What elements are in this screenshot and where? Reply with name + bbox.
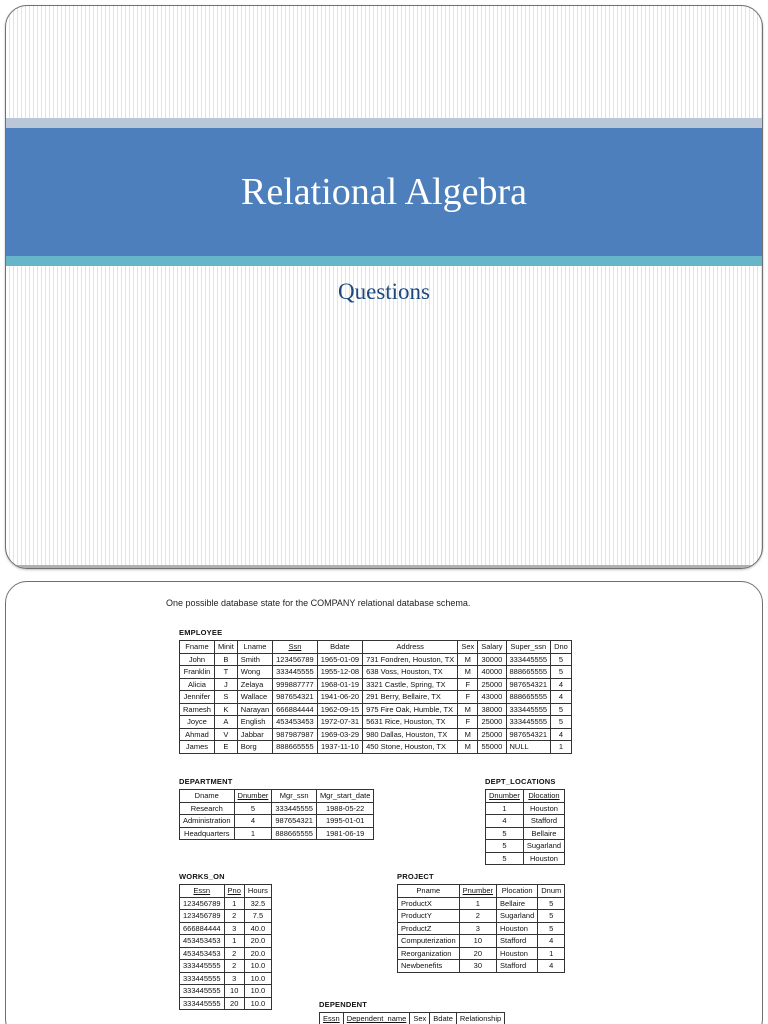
project-table	[397, 884, 565, 973]
table-cell: 333445555	[180, 985, 225, 998]
table-cell: 1	[224, 935, 244, 948]
table-row	[180, 960, 272, 973]
table-cell: 4	[551, 728, 572, 741]
table-cell: T	[214, 666, 237, 679]
column-header: Dnum	[538, 885, 565, 898]
dependent-table	[319, 1012, 505, 1024]
table-cell: 38000	[478, 703, 506, 716]
table-cell: 1941-06-20	[317, 691, 362, 704]
table-cell: 731 Fondren, Houston, TX	[363, 653, 458, 666]
table-cell: 333445555	[506, 716, 551, 729]
table-cell: K	[214, 703, 237, 716]
table-cell: 20	[459, 947, 496, 960]
column-header: Hours	[244, 885, 271, 898]
column-header: Super_ssn	[506, 641, 551, 654]
table-cell: Franklin	[180, 666, 215, 679]
table-cell: 3	[224, 972, 244, 985]
table-cell: Headquarters	[180, 827, 235, 840]
table-row	[486, 815, 565, 828]
table-cell: 888665555	[272, 827, 317, 840]
table-cell: 5	[486, 852, 524, 865]
table-cell: 123456789	[180, 897, 225, 910]
column-header: Minit	[214, 641, 237, 654]
table-cell: 987654321	[506, 678, 551, 691]
table-cell: M	[458, 653, 478, 666]
table-cell: 2	[224, 947, 244, 960]
table-cell: Houston	[497, 922, 538, 935]
table-cell: 987654321	[273, 691, 318, 704]
table-cell: 1962-09-15	[317, 703, 362, 716]
top-accent-stripe	[6, 118, 762, 128]
works-on-block	[179, 872, 272, 1010]
slide-title: Relational Algebra	[241, 171, 527, 213]
table-row	[180, 666, 572, 679]
table-row	[180, 678, 572, 691]
table-cell: 7.5	[244, 910, 271, 923]
table-cell: Smith	[237, 653, 272, 666]
dept-locations-title: DEPT_LOCATIONS	[485, 777, 556, 786]
table-cell: 5	[234, 802, 272, 815]
table-cell: Joyce	[180, 716, 215, 729]
table-cell: 43000	[478, 691, 506, 704]
table-cell: 3321 Castle, Spring, TX	[363, 678, 458, 691]
table-cell: F	[458, 678, 478, 691]
table-cell: 3	[459, 922, 496, 935]
table-cell: English	[237, 716, 272, 729]
table-cell: 1	[459, 897, 496, 910]
department-table	[179, 789, 374, 840]
table-cell: ProductX	[398, 897, 460, 910]
table-cell: Wallace	[237, 691, 272, 704]
table-row	[180, 947, 272, 960]
table-cell: Sugarland	[523, 840, 564, 853]
table-cell: Stafford	[497, 935, 538, 948]
table-cell: 123456789	[180, 910, 225, 923]
table-cell: 5	[551, 666, 572, 679]
table-cell: M	[458, 703, 478, 716]
column-header: Sex	[458, 641, 478, 654]
column-header: Address	[363, 641, 458, 654]
table-cell: B	[214, 653, 237, 666]
table-row	[180, 922, 272, 935]
table-row	[398, 935, 565, 948]
employee-title: EMPLOYEE	[179, 628, 223, 637]
table-row	[180, 815, 374, 828]
table-row	[180, 935, 272, 948]
table-cell: 5631 Rice, Houston, TX	[363, 716, 458, 729]
table-row	[486, 852, 565, 865]
table-cell: 10.0	[244, 972, 271, 985]
table-row	[180, 728, 572, 741]
table-cell: Ahmad	[180, 728, 215, 741]
table-cell: NULL	[506, 741, 551, 754]
column-header: Dnumber	[234, 790, 272, 803]
column-header: Essn	[320, 1013, 344, 1024]
table-row	[180, 716, 572, 729]
table-cell: 333445555	[506, 653, 551, 666]
column-header: Bdate	[430, 1013, 457, 1024]
table-cell: V	[214, 728, 237, 741]
table-cell: 5	[538, 922, 565, 935]
table-cell: 975 Fire Oak, Humble, TX	[363, 703, 458, 716]
table-cell: 333445555	[180, 972, 225, 985]
table-row	[180, 972, 272, 985]
column-header: Dlocation	[523, 790, 564, 803]
table-cell: 2	[224, 910, 244, 923]
column-header: Mgr_start_date	[316, 790, 373, 803]
table-cell: Houston	[523, 802, 564, 815]
table-row	[398, 922, 565, 935]
table-cell: 453453453	[180, 947, 225, 960]
table-row	[486, 802, 565, 815]
table-cell: Jennifer	[180, 691, 215, 704]
table-cell: John	[180, 653, 215, 666]
table-cell: 40000	[478, 666, 506, 679]
column-header: Salary	[478, 641, 506, 654]
column-header: Dno	[551, 641, 572, 654]
table-cell: 20.0	[244, 947, 271, 960]
table-cell: E	[214, 741, 237, 754]
table-cell: 888665555	[506, 691, 551, 704]
table-cell: 1972-07-31	[317, 716, 362, 729]
table-cell: 333445555	[180, 997, 225, 1010]
table-cell: A	[214, 716, 237, 729]
table-cell: Research	[180, 802, 235, 815]
table-cell: 4	[538, 935, 565, 948]
dept-locations-block	[485, 777, 565, 865]
table-cell: 1988-05-22	[316, 802, 373, 815]
table-cell: 1937-11-10	[317, 741, 362, 754]
column-header: Pno	[224, 885, 244, 898]
table-row	[398, 960, 565, 973]
table-row	[180, 985, 272, 998]
column-header: Pname	[398, 885, 460, 898]
database-state-slide	[5, 581, 763, 1024]
table-cell: 1	[224, 897, 244, 910]
table-cell: 638 Voss, Houston, TX	[363, 666, 458, 679]
table-cell: 1	[486, 802, 524, 815]
table-cell: 1965-01-09	[317, 653, 362, 666]
table-cell: M	[458, 728, 478, 741]
works-on-table	[179, 884, 272, 1010]
table-cell: 666884444	[273, 703, 318, 716]
table-cell: 2	[224, 960, 244, 973]
dept-locations-table	[485, 789, 565, 865]
table-cell: 25000	[478, 728, 506, 741]
table-cell: Computerization	[398, 935, 460, 948]
table-cell: 1	[551, 741, 572, 754]
table-cell: 453453453	[273, 716, 318, 729]
figure-caption: One possible database state for the COMPANY relational database schema.	[166, 598, 471, 608]
employee-block	[179, 628, 572, 754]
column-header: Mgr_ssn	[272, 790, 317, 803]
table-cell: M	[458, 741, 478, 754]
project-title: PROJECT	[397, 872, 434, 881]
table-cell: 453453453	[180, 935, 225, 948]
table-cell: 5	[486, 840, 524, 853]
table-cell: Bellaire	[523, 827, 564, 840]
table-row	[486, 840, 565, 853]
table-cell: 5	[551, 653, 572, 666]
table-cell: 291 Berry, Bellaire, TX	[363, 691, 458, 704]
table-row	[180, 741, 572, 754]
table-cell: Sugarland	[497, 910, 538, 923]
table-cell: ProductY	[398, 910, 460, 923]
column-header: Dnumber	[486, 790, 524, 803]
table-cell: 4	[551, 678, 572, 691]
column-header: Bdate	[317, 641, 362, 654]
table-cell: 3	[224, 922, 244, 935]
table-cell: 40.0	[244, 922, 271, 935]
table-cell: 4	[486, 815, 524, 828]
column-header: Plocation	[497, 885, 538, 898]
column-header: Essn	[180, 885, 225, 898]
table-cell: Narayan	[237, 703, 272, 716]
bottom-accent-stripe	[6, 256, 762, 266]
table-cell: 333445555	[506, 703, 551, 716]
table-cell: Alicia	[180, 678, 215, 691]
title-band	[6, 128, 762, 256]
table-cell: 333445555	[273, 666, 318, 679]
table-cell: Zelaya	[237, 678, 272, 691]
department-block	[179, 777, 374, 840]
table-cell: 30000	[478, 653, 506, 666]
table-row	[180, 691, 572, 704]
column-header: Dname	[180, 790, 235, 803]
table-cell: 888665555	[506, 666, 551, 679]
table-cell: Administration	[180, 815, 235, 828]
column-header: Pnumber	[459, 885, 496, 898]
works-on-title: WORKS_ON	[179, 872, 225, 881]
table-row	[180, 827, 374, 840]
table-cell: S	[214, 691, 237, 704]
column-header: Lname	[237, 641, 272, 654]
table-row	[180, 802, 374, 815]
dependent-title: DEPENDENT	[319, 1000, 368, 1009]
table-cell: 1	[234, 827, 272, 840]
table-cell: 20.0	[244, 935, 271, 948]
column-header: Dependent_name	[343, 1013, 410, 1024]
table-cell: Stafford	[497, 960, 538, 973]
table-cell: 1955-12-08	[317, 666, 362, 679]
table-cell: 10.0	[244, 985, 271, 998]
table-cell: ProductZ	[398, 922, 460, 935]
table-cell: Reorganization	[398, 947, 460, 960]
table-cell: 55000	[478, 741, 506, 754]
table-row	[180, 653, 572, 666]
table-cell: M	[458, 666, 478, 679]
table-cell: 987987987	[273, 728, 318, 741]
table-row	[180, 897, 272, 910]
table-cell: 333445555	[272, 802, 317, 815]
table-cell: Ramesh	[180, 703, 215, 716]
column-header: Sex	[410, 1013, 430, 1024]
table-cell: 10	[224, 985, 244, 998]
project-block	[397, 872, 565, 973]
table-row	[398, 910, 565, 923]
dependent-block	[319, 1000, 505, 1024]
table-cell: 30	[459, 960, 496, 973]
table-cell: 1981-06-19	[316, 827, 373, 840]
table-cell: 1995-01-01	[316, 815, 373, 828]
employee-table	[179, 640, 572, 754]
table-row	[180, 703, 572, 716]
table-row	[180, 910, 272, 923]
table-cell: Stafford	[523, 815, 564, 828]
table-cell: 987654321	[506, 728, 551, 741]
table-cell: Houston	[523, 852, 564, 865]
table-cell: Newbenefits	[398, 960, 460, 973]
table-cell: J	[214, 678, 237, 691]
column-header: Fname	[180, 641, 215, 654]
department-title: DEPARTMENT	[179, 777, 233, 786]
table-cell: 10	[459, 935, 496, 948]
table-row	[486, 827, 565, 840]
table-cell: Wong	[237, 666, 272, 679]
table-cell: 666884444	[180, 922, 225, 935]
table-cell: Borg	[237, 741, 272, 754]
table-cell: 32.5	[244, 897, 271, 910]
table-cell: 5	[486, 827, 524, 840]
table-cell: 333445555	[180, 960, 225, 973]
table-cell: 2	[459, 910, 496, 923]
table-cell: 5	[551, 703, 572, 716]
table-cell: 25000	[478, 678, 506, 691]
slide-bottom-edge	[6, 565, 762, 568]
table-cell: 20	[224, 997, 244, 1010]
table-row	[398, 947, 565, 960]
title-slide	[5, 5, 763, 569]
table-cell: Jabbar	[237, 728, 272, 741]
table-row	[180, 997, 272, 1010]
table-cell: 5	[538, 910, 565, 923]
column-header: Ssn	[273, 641, 318, 654]
table-cell: F	[458, 716, 478, 729]
table-cell: 4	[234, 815, 272, 828]
table-cell: James	[180, 741, 215, 754]
table-cell: 980 Dallas, Houston, TX	[363, 728, 458, 741]
table-cell: 888665555	[273, 741, 318, 754]
table-cell: 1	[538, 947, 565, 960]
table-cell: 999887777	[273, 678, 318, 691]
column-header: Relationship	[456, 1013, 504, 1024]
table-cell: Houston	[497, 947, 538, 960]
table-cell: 1968-01-19	[317, 678, 362, 691]
table-cell: Bellaire	[497, 897, 538, 910]
table-cell: 4	[538, 960, 565, 973]
table-cell: 5	[551, 716, 572, 729]
table-cell: 5	[538, 897, 565, 910]
table-cell: 1969-03-29	[317, 728, 362, 741]
table-cell: 10.0	[244, 960, 271, 973]
slide-subtitle: Questions	[338, 279, 430, 304]
table-row	[398, 897, 565, 910]
table-cell: 450 Stone, Houston, TX	[363, 741, 458, 754]
table-cell: 10.0	[244, 997, 271, 1010]
table-cell: F	[458, 691, 478, 704]
table-cell: 987654321	[272, 815, 317, 828]
table-cell: 25000	[478, 716, 506, 729]
table-cell: 4	[551, 691, 572, 704]
table-cell: 123456789	[273, 653, 318, 666]
